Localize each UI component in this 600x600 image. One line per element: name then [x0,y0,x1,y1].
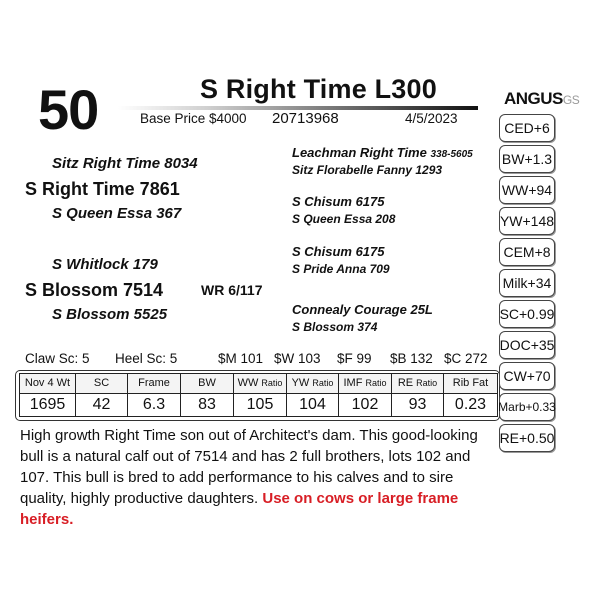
weaning-ratio: WR 6/117 [201,282,263,298]
pedigree-sire-sire: Sitz Right Time 8034 [52,155,198,172]
pedigree-ext-4-sub: S Blossom 374 [292,320,378,334]
pedigree-ext-2-name: S Chisum 6175 [292,194,385,209]
heel-score: Heel Sc: 5 [115,351,178,366]
value-cell: 6.3 [128,394,181,417]
performance-header-row [20,374,498,394]
pedigree-ext-1-name: Leachman Right Time 338-5605 [292,145,473,160]
header-cell: Frame [128,374,181,394]
epd-doc: DOC+35 [499,331,555,359]
registration-number: 20713968 [272,110,339,127]
value-cell: 83 [181,394,234,417]
epd-ww: WW+94 [499,176,555,204]
angus-logo: ANGUSGS [504,89,580,108]
performance-table [19,373,498,417]
value-cell: 93 [392,394,444,417]
epd-yw: YW+148 [499,207,555,235]
pedigree-ext-1-sub: Sitz Florabelle Fanny 1293 [292,163,443,177]
value-cell: 42 [76,394,128,417]
epd-cem: CEM+8 [499,238,555,266]
base-price: Base Price $4000 [140,111,247,126]
pedigree-sire-dam: S Queen Essa 367 [52,205,182,222]
index-f: $F 99 [337,351,372,366]
lot-number: 50 [38,78,99,141]
epd-bw: BW+1.3 [499,145,555,173]
header-cell: Rib Fat [444,374,498,394]
header-cell: YW Ratio [287,374,339,394]
pedigree-dam-dam: S Blossom 5525 [52,306,168,323]
description-highlight: Use on cows or large frame heifers. [20,490,459,528]
bull-name: S Right Time L300 [200,74,437,104]
pedigree-sire: S Right Time 7861 [25,179,180,199]
header-cell: RE Ratio [392,374,444,394]
epd-marb: Marb+0.33 [499,393,555,421]
epd-ced: CED+6 [499,114,555,142]
epd-milk: Milk+34 [499,269,555,297]
value-cell: 105 [234,394,287,417]
index-w: $W 103 [274,351,321,366]
birth-date: 4/5/2023 [405,111,458,126]
pedigree-ext-2-sub: S Queen Essa 208 [292,212,396,226]
value-cell: 1695 [20,394,76,417]
epd-sc: SC+0.99 [499,300,555,328]
pedigree-ext-3-name: S Chisum 6175 [292,244,385,259]
header-cell: SC [76,374,128,394]
pedigree-dam: S Blossom 7514 [25,280,164,300]
value-cell: 104 [287,394,339,417]
pedigree-dam-sire: S Whitlock 179 [52,256,158,273]
pedigree-ext-3-sub: S Pride Anna 709 [292,262,390,276]
index-m: $M 101 [218,351,264,366]
index-b: $B 132 [390,351,433,366]
pedigree-ext-4-name: Connealy Courage 25L [292,302,433,317]
value-cell: 0.23 [444,394,498,417]
value-cell: 102 [339,394,392,417]
header-cell: WW Ratio [234,374,287,394]
epd-re: RE+0.50 [499,424,555,452]
index-c: $C 272 [444,351,488,366]
performance-value-row [20,394,498,417]
header-cell: Nov 4 Wt [20,374,76,394]
header-cell: BW [181,374,234,394]
header-cell: IMF Ratio [339,374,392,394]
claw-score: Claw Sc: 5 [25,351,90,366]
epd-cw: CW+70 [499,362,555,390]
description-text: High growth Right Time son out of Architect's dam. This good-looking bull is a natural calf out of 7514 and has 2 full brothers, lots 102 and 107. This bull is bred to add performance to his calves and to sire quality, highly productive daughters. [20,427,478,507]
description [20,425,490,530]
